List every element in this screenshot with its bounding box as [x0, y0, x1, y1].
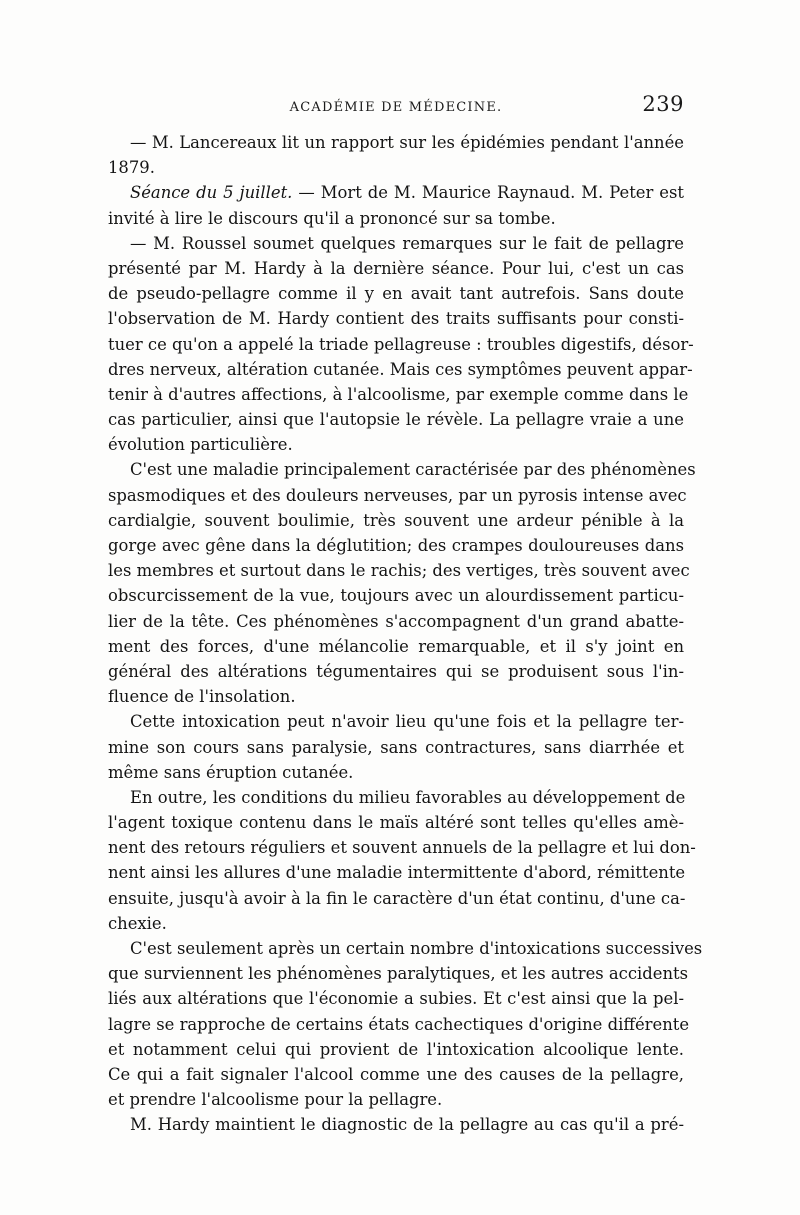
text-line: Séance du 5 juillet. — Mort de M. Maurice Raynaud. M. Peter est — [130, 183, 684, 203]
text-line: général des altérations tégumentaires qui se produisent sous l'in- — [108, 661, 684, 681]
text-line: En outre, les conditions du milieu favorables au développement de — [130, 787, 686, 807]
text-line: et prendre l'alcoolisme pour la pellagre. — [108, 1090, 443, 1110]
text-line: présenté par M. Hardy à la dernière séance. Pour lui, c'est un cas — [108, 258, 684, 278]
text-line: — M. Lancereaux lit un rapport sur les épidémies pendant l'année — [130, 133, 684, 152]
text-line: Cette intoxication peut n'avoir lieu qu'une fois et la pellagre ter- — [130, 712, 684, 732]
text-line: de pseudo-pellagre comme il y en avait tant autrefois. Sans doute — [108, 284, 684, 304]
text-line: — M. Roussel soumet quelques remarques sur le fait de pellagre — [130, 233, 684, 253]
body-text — [108, 130, 703, 1138]
text-line: gorge avec gêne dans la déglutition; des crampes douloureuses dans — [108, 536, 684, 555]
text-line: lier de la tête. Ces phénomènes s'accompagnent d'un grand abatte- — [108, 611, 684, 631]
text-line: tenir à d'autres affections, à l'alcoolisme, par exemple comme dans le — [108, 384, 689, 404]
text-line: évolution particulière. — [108, 435, 293, 455]
page-header — [108, 92, 684, 126]
page-number: 239 — [642, 92, 684, 116]
text-line: liés aux altérations que l'économie a subies. Et c'est ainsi que la pel- — [108, 989, 684, 1009]
text-line: ensuite, jusqu'à avoir à la fin le caractère d'un état continu, d'une ca- — [108, 888, 686, 908]
text-line: lagre se rapproche de certains états cachectiques d'origine différente — [108, 1014, 690, 1034]
text-line: tuer ce qu'on a appelé la triade pellagreuse : troubles digestifs, désor- — [108, 334, 694, 354]
text-line: cardialgie, souvent boulimie, très souvent une ardeur pénible à la — [108, 510, 684, 530]
text-line: C'est une maladie principalement caractérisée par des phénomènes — [130, 460, 696, 480]
text-line: les membres et surtout dans le rachis; des vertiges, très souvent avec — [108, 561, 690, 581]
running-title: ACADÉMIE DE MÉDECINE. — [289, 100, 503, 115]
text-line: M. Hardy maintient le diagnostic de la pellagre au cas qu'il a pré- — [130, 1115, 684, 1135]
text-line: nent des retours réguliers et souvent annuels de la pellagre et lui don- — [108, 838, 696, 858]
text-line: C'est seulement après un certain nombre d'intoxications successives — [130, 939, 703, 958]
text-line: obscurcissement de la vue, toujours avec un alourdissement particu- — [108, 586, 684, 606]
text-line: l'observation de M. Hardy contient des traits suffisants pour consti- — [108, 309, 684, 329]
text-line: même sans éruption cutanée. — [108, 762, 354, 782]
text-line: spasmodiques et des douleurs nerveuses, par un pyrosis intense avec — [108, 485, 687, 505]
text-line: ment des forces, d'une mélancolie remarquable, et il s'y joint en — [108, 636, 684, 656]
text-line: et notamment celui qui provient de l'intoxication alcoolique lente. — [108, 1039, 684, 1059]
text-line: que surviennent les phénomènes paralytiques, et les autres accidents — [108, 964, 689, 984]
text-line: Ce qui a fait signaler l'alcool comme une des causes de la pellagre, — [108, 1064, 684, 1084]
text-line: chexie. — [108, 913, 167, 933]
text-line: invité à lire le discours qu'il a prononcé sur sa tombe. — [108, 208, 556, 228]
text-line: dres nerveux, altération cutanée. Mais ces symptômes peuvent appar- — [108, 359, 693, 379]
text-line: l'agent toxique contenu dans le maïs altéré sont telles qu'elles amè- — [108, 813, 684, 833]
text-line: cas particulier, ainsi que l'autopsie le révèle. La pellagre vraie a une — [108, 410, 684, 430]
text-line: fluence de l'insolation. — [108, 687, 296, 707]
text-line: nent ainsi les allures d'une maladie intermittente d'abord, rémittente — [108, 863, 686, 883]
text-line: 1879. — [108, 158, 155, 178]
text-line: mine son cours sans paralysie, sans contractures, sans diarrhée et — [108, 737, 684, 757]
